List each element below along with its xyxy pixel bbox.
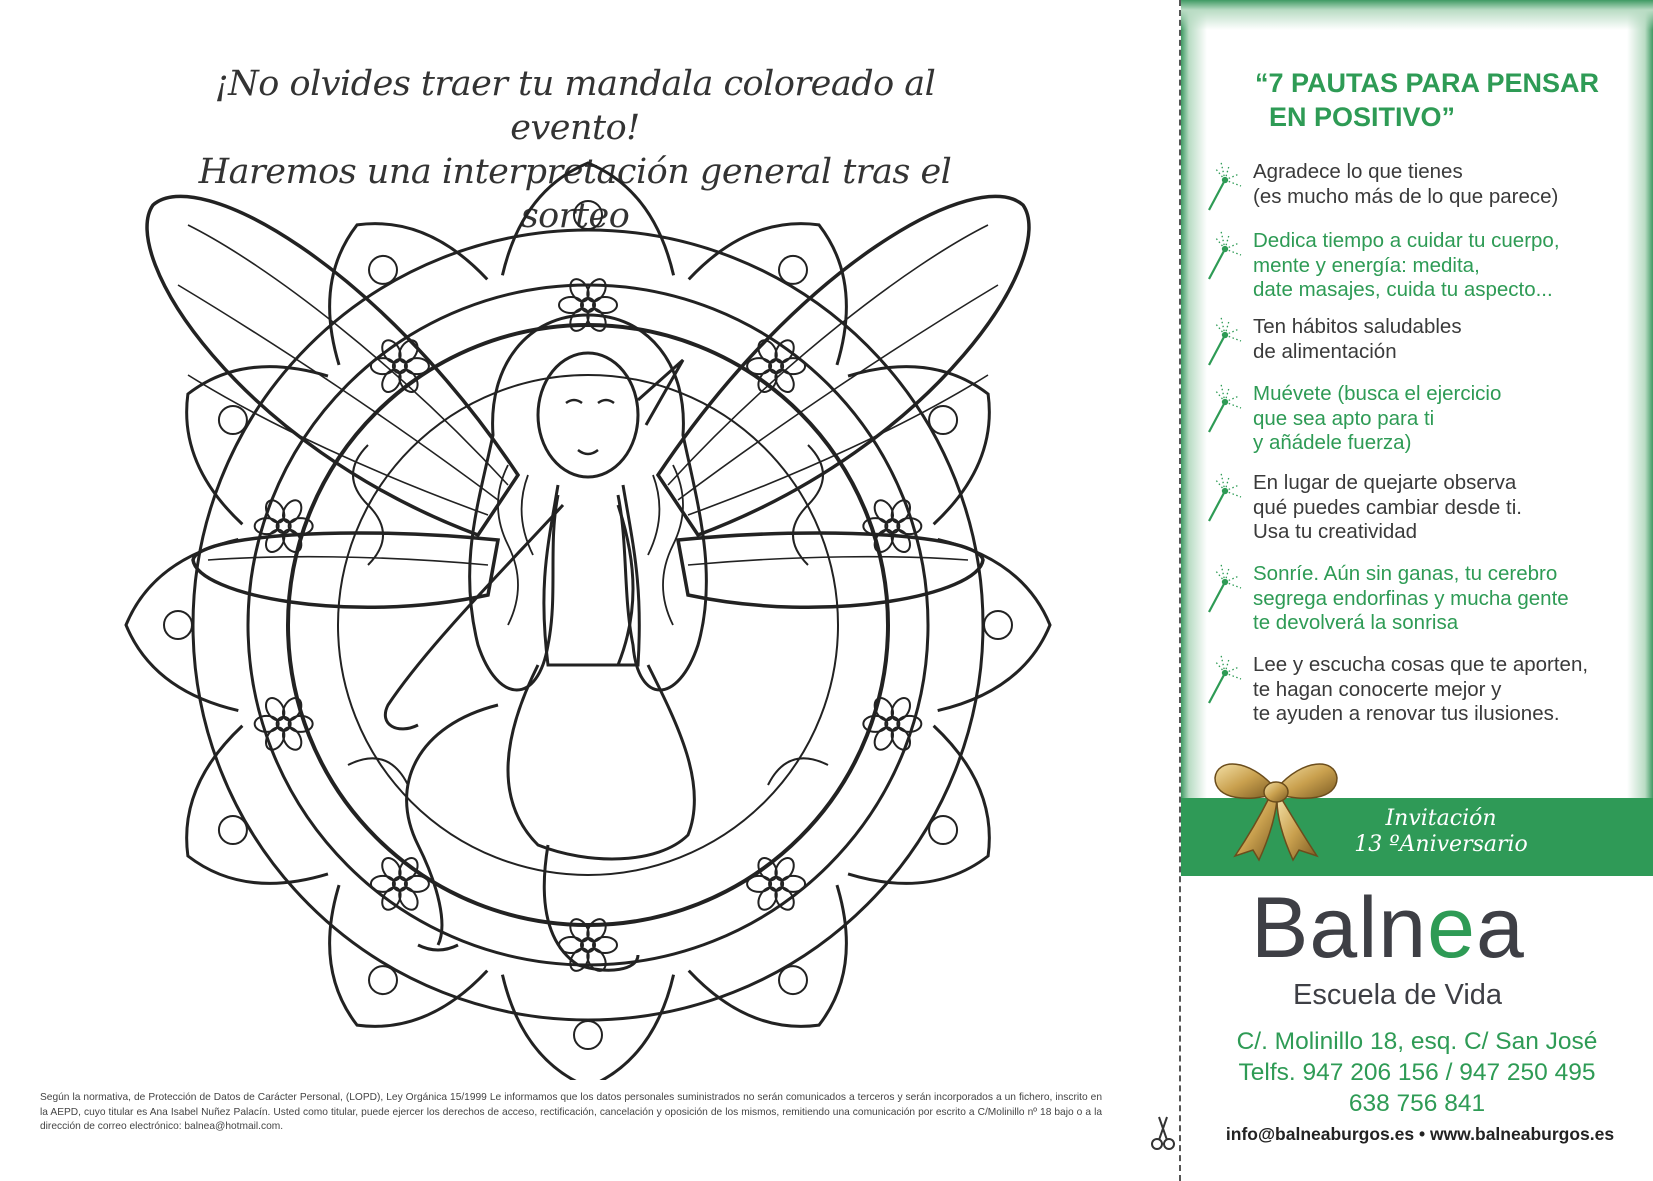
mandala-petal (187, 726, 328, 884)
email-and-website[interactable]: info@balneaburgos.es • www.balneaburgos.es (1225, 1124, 1615, 1144)
data-protection-notice: Según la normativa, de Protección de Datos de Carácter Personal, (LOPD), Ley Orgánica 15/1999 Le informamos que los datos personales suministrados no serán comunicados a terceros y serán incorporados a un fichero, inscrito en la AEPD, cuyo titular es Ana Isabel Nuñez Palacín. Usted como titular, puede ejercer los derechos de acceso, rectificación, cancelación y oposición de los mismos, remitiendo una comunicación por escrito a C/Molinillo nº 18 bajo o a la dirección de correo electrónico: balnea@hotmail.com. (40, 1092, 1102, 1132)
phones: Telfs. 947 206 156 / 947 250 495 (1238, 1059, 1596, 1086)
mandala-petal (848, 726, 989, 884)
tip-line: y añádele fuerza) (1253, 431, 1412, 454)
tip-text (1253, 160, 1633, 209)
fairy-mandala-illustration (118, 145, 1058, 1080)
banner-line-2: 13 ºAniversario (1354, 832, 1528, 857)
mandala-flower (371, 855, 429, 913)
tip-line: Lee y escucha cosas que te aporten, (1253, 653, 1589, 676)
petal-ornament (369, 256, 397, 284)
petal-ornament (984, 611, 1012, 639)
tip-line: Usa tu creatividad (1253, 520, 1418, 543)
tip-text (1253, 382, 1633, 456)
mandala-petal (502, 163, 673, 275)
magic-wand-icon (1195, 156, 1245, 214)
petal-ornament (219, 406, 247, 434)
headline-line-2: Haremos una interpretación general tras el sorteo (198, 152, 952, 236)
tip-text (1253, 315, 1633, 364)
petal-ornament (574, 1021, 602, 1049)
tip-line: date masajes, cuida tu aspecto... (1253, 278, 1553, 301)
petal-ornament (164, 611, 192, 639)
tip-line: Agradece lo que tienes (1253, 160, 1463, 183)
tip-line: qué puedes cambiar desde ti. (1253, 495, 1522, 519)
mandala-flower (747, 337, 805, 395)
magic-wand-icon (1195, 558, 1245, 616)
scissors-icon (1150, 1115, 1176, 1151)
tip-line: En lugar de quejarte observa (1253, 471, 1517, 494)
mandala-petal (187, 367, 328, 525)
magic-wand-icon (1195, 225, 1245, 283)
banner-line-1: Invitación (1385, 806, 1497, 831)
brand-part-3: a (1475, 880, 1525, 976)
mandala-petal (689, 224, 847, 365)
tip-line: te hagan conocerte mejor y (1253, 677, 1502, 701)
tips-title-line-2: EN POSITIVO” (1269, 102, 1456, 132)
banner-text (1321, 806, 1561, 858)
headline-line-1: ¡No olvides traer tu mandala coloreado al evento! (214, 64, 936, 148)
tip-line: de alimentación (1253, 339, 1397, 363)
tip-line: te ayuden a renovar tus ilusiones. (1253, 702, 1560, 725)
tip-line: segrega endorfinas y mucha gente (1253, 586, 1569, 610)
tip-line: mente y energía: medita, (1253, 253, 1480, 277)
mandala-petal (126, 539, 238, 710)
magic-wand-icon (1195, 378, 1245, 436)
petal-ornament (369, 966, 397, 994)
tips-title (1255, 66, 1635, 134)
petal-ornament (779, 256, 807, 284)
tip-line: te devolverá la sonrisa (1253, 611, 1459, 634)
magic-wand-icon (1195, 467, 1245, 525)
tip-text (1253, 562, 1633, 636)
tip-line: Ten hábitos saludables (1253, 315, 1462, 338)
brand-part-1: Baln (1251, 880, 1428, 976)
mandala-petal (330, 885, 488, 1026)
petal-ornament (929, 406, 957, 434)
invitation-panel (1181, 0, 1653, 1181)
mandala-flower (371, 337, 429, 395)
petal-ornament (929, 816, 957, 844)
petal-ornament (574, 201, 602, 229)
tip-line: Muévete (busca el ejercicio (1253, 382, 1502, 405)
brand-logo (1251, 880, 1601, 976)
brand-part-2: e (1427, 880, 1476, 976)
tip-line: que sea apto para ti (1253, 406, 1435, 430)
magic-wand-icon (1195, 311, 1245, 369)
tip-line: Dedica tiempo a cuidar tu cuerpo, (1253, 229, 1560, 252)
petal-ornament (219, 816, 247, 844)
petal-ornament (779, 966, 807, 994)
tip-line: Sonríe. Aún sin ganas, tu cerebro (1253, 562, 1558, 585)
mobile-phone: 638 756 841 (1348, 1090, 1486, 1117)
gold-bow-icon (1209, 738, 1343, 862)
tip-line: (es mucho más de lo que parece) (1253, 184, 1559, 208)
contact-info (1181, 1026, 1653, 1119)
brand-tagline: Escuela de Vida (1293, 979, 1503, 1011)
mandala-petal (330, 224, 488, 365)
mandala-petal (848, 367, 989, 525)
mandala-petal (502, 975, 673, 1080)
magic-wand-icon (1195, 649, 1245, 707)
tip-text (1253, 471, 1633, 545)
mandala-flower (747, 855, 805, 913)
address: C/. Molinillo 18, esq. C/ San José (1236, 1028, 1598, 1055)
mandala-petal (938, 539, 1050, 710)
tip-text (1253, 229, 1633, 303)
tips-title-line-1: “7 PAUTAS PARA PENSAR (1255, 68, 1600, 98)
tip-text (1253, 653, 1633, 727)
mandala-petal (689, 885, 847, 1026)
